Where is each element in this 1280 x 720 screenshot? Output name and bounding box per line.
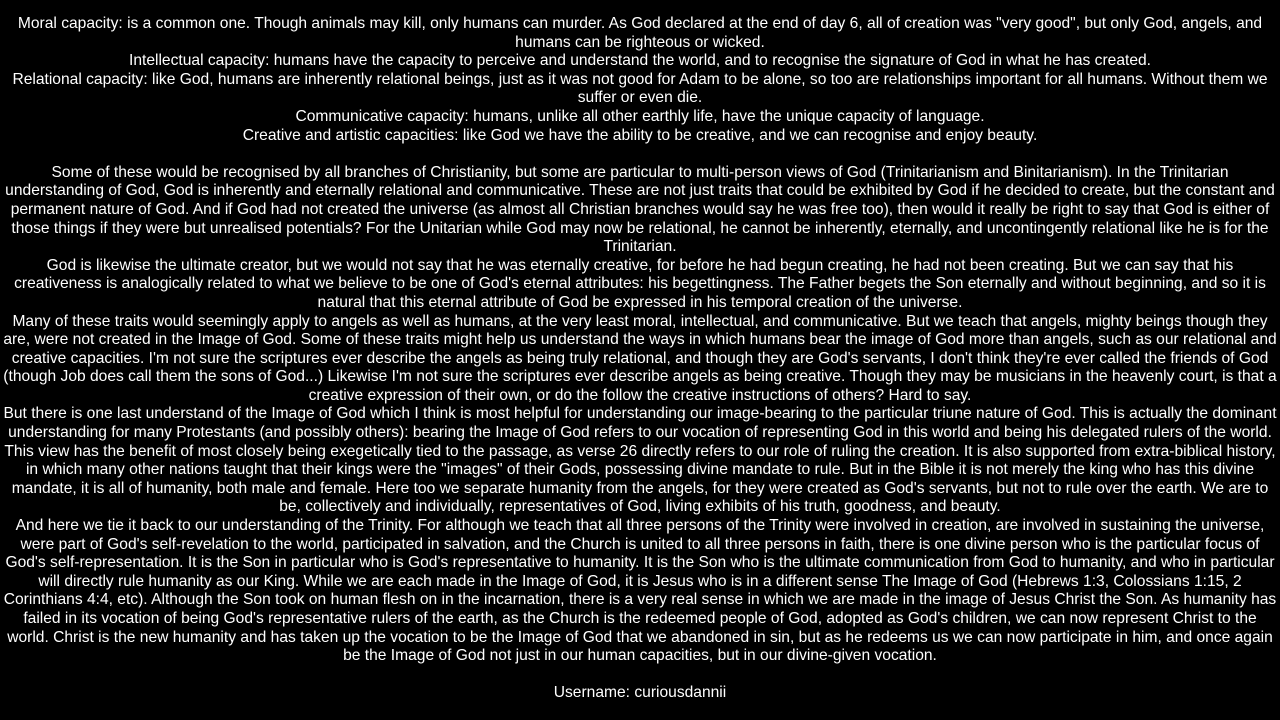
trinitarian-paragraph: Some of these would be recognised by all branches of Christianity, but some are particular to multi-person views of God (Trinitarianism and Binitarianism). In the Trinitarian understanding of God, God is inherently and eternally relational and communicative. These are not just traits that could be exhibited by God if he decided to create, but the constant and permanent nature of God. And if God had not created the universe (as almost all Christian branches would say he was free too), then would it really be right to say that God is either of those things if they were but unrealised potentials? For the Unitarian while God may now be relational, he cannot be inherently, eternally, and uncontingently relational like he is for the Trinitarian.: [5, 163, 1275, 256]
creative-capacity-paragraph: Creative and artistic capacities: like God we have the ability to be creative, and we can recognise and enjoy beauty.: [242, 126, 1038, 144]
trinity-tie-back-paragraph: And here we tie it back to our understanding of the Trinity. For although we teach that all three persons of the Trinity were involved in creation, are involved in sustaining the universe, were part of God's self-revelation to the world, participated in salvation, and the Church is united to all three persons in faith, there is one divine person who is the particular focus of God's self-representation. It is the Son in particular who is God's representative to humanity. It is the Son who is the ultimate communication from God to humanity, and who in particular will directly rule humanity as our King. While we are each made in the Image of God, it is Jesus who is in a different sense The Image of God (Hebrews 1:3, Colossians 1:15, 2 Corinthians 4:4, etc). Although the Son took on human flesh on in the incarnation, there is a very real sense in which we are made in the image of Jesus Christ the Son. As humanity has failed in its vocation of being God's representative rulers of the earth, as the Church is the redeemed people of God, adopted as God's children, we can now represent Christ to the world. Christ is the new humanity and has taken up the vocation to be the Image of God that we abandoned in sin, but as he redeems us we can now participate in him, and once again be the Image of God not just in our human capacities, but in our divine-given vocation.: [3, 517, 1277, 665]
intellectual-capacity-paragraph: Intellectual capacity: humans have the capacity to perceive and understand the world, and to recognise the signature of God in what he has created.: [128, 52, 1152, 70]
moral-capacity-paragraph: Moral capacity: is a common one. Though animals may kill, only humans can murder. As God declared at the end of day 6, all of creation was "very good", but only God, angels, and humans can be righteous or wicked.: [17, 15, 1263, 51]
paragraph-gap: [0, 666, 1280, 685]
angels-paragraph: Many of these traits would seemingly apply to angels as well as humans, at the very least moral, intellectual, and communicative. But we teach that angels, mighty beings though they are, were not created in the Image of God. Some of these traits might help us understand the ways in which humans bear the image of God more than angels, such as our relational and creative capacities. I'm not sure the scriptures ever describe the angels as being truly relational, and though they are God's servants, I don't think they're ever called the friends of God (though Job does call them the sons of God...) Likewise I'm not sure the scriptures ever describe angels as being creative. Though they may be musicians in the heavenly court, is that a creative expression of their own, or do the follow the creative instructions of others? Hard to say.: [3, 312, 1277, 404]
relational-capacity-paragraph: Relational capacity: like God, humans are inherently relational beings, just as it was not good for Adam to be alone, so too are relationships important for all humans. Without them we suffer or even die.: [12, 70, 1268, 107]
vocation-paragraph: But there is one last understand of the Image of God which I think is most helpful for understanding our image-bearing to the particular triune nature of God. This is actually the dominant understanding for many Protestants (and possibly others): bearing the Image of God refers to our vocation of representing God in this world and being his delegated rulers of the world. This view has the benefit of most closely being exegetically tied to the passage, as verse 26 directly refers to our role of ruling the creation. It is also supported from extra-biblical history, in which many other nations taught that their kings were the "images" of their Gods, possessing divine mandate to rule. But in the Bible it is not merely the king who has this divine mandate, it is all of humanity, both male and female. Here too we separate humanity from the angels, for they were created as God's servants, but not to rule over the earth. We are to be, collectively and individually, representatives of God, living exhibits of his truth, goodness, and beauty.: [3, 405, 1277, 516]
paragraph-gap: [0, 145, 1280, 164]
creator-paragraph: God is likewise the ultimate creator, but we would not say that he was eternally creative, for before he had begun creating, he had not been creating. But we can say that his creativeness is analogically related to what we believe to be one of God's eternal attributes: his begettingness. The Father begets the Son eternally and without beginning, and so it is natural that this eternal attribute of God be expressed in his temporal creation of the universe.: [14, 256, 1266, 311]
communicative-capacity-paragraph: Communicative capacity: humans, unlike all other earthly life, have the unique capacity of language.: [295, 107, 985, 125]
username-line: Username: curiousdannii: [553, 684, 727, 702]
